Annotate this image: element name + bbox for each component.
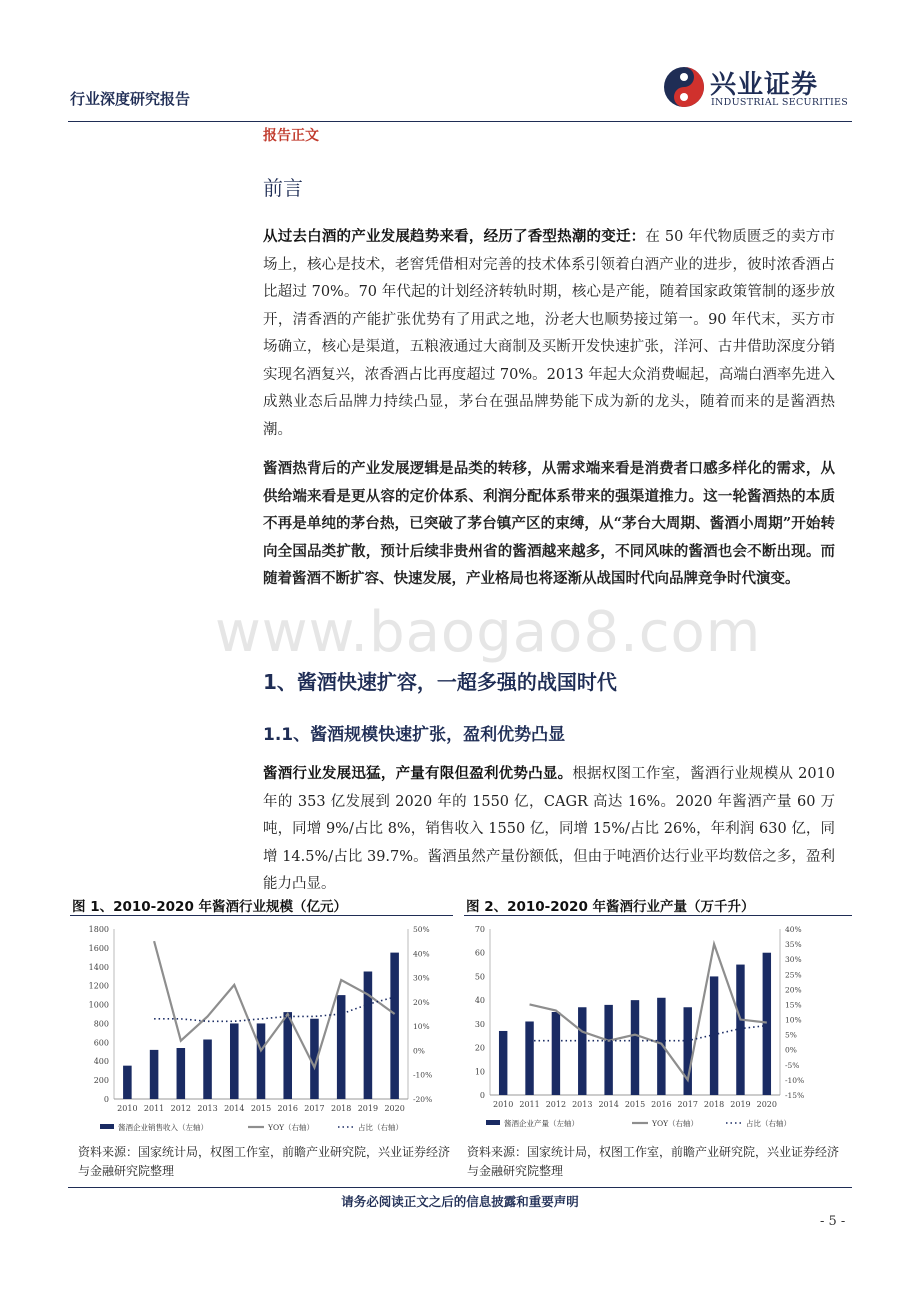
bar xyxy=(203,1040,212,1100)
section-1-1-title: 1.1、酱酒规模快速扩张，盈利优势凸显 xyxy=(263,725,566,745)
chart-2 xyxy=(464,917,852,1137)
left-tick-label: 40 xyxy=(474,996,485,1006)
right-tick-label: -10% xyxy=(413,1070,433,1080)
x-tick-label: 2016 xyxy=(277,1104,298,1113)
left-tick-label: 400 xyxy=(93,1057,109,1067)
figure-1-title: 图 1、2010-2020 年酱酒行业规模（亿元） xyxy=(72,899,348,915)
bar xyxy=(763,953,771,1095)
right-tick-label: 25% xyxy=(785,970,802,980)
bar xyxy=(257,1023,266,1099)
left-tick-label: 30 xyxy=(474,1019,485,1029)
section-1-title: 1、酱酒快速扩容，一超多强的战国时代 xyxy=(263,670,617,694)
logo-text-cn: 兴业证券 xyxy=(710,70,819,100)
bar xyxy=(499,1031,507,1095)
x-tick-label: 2020 xyxy=(384,1104,405,1113)
company-logo-icon xyxy=(661,64,707,110)
bar xyxy=(123,1066,132,1099)
x-tick-label: 2018 xyxy=(703,1100,725,1109)
left-tick-label: 70 xyxy=(474,925,485,934)
footer-divider xyxy=(68,1187,852,1188)
x-tick-label: 2016 xyxy=(651,1100,672,1109)
x-tick-label: 2011 xyxy=(519,1100,540,1109)
right-tick-label: 40% xyxy=(785,925,802,934)
figure-1-rule xyxy=(70,915,453,916)
bar xyxy=(736,965,744,1095)
preface-p1-body: 在 50 年代物质匮乏的卖方市场上，核心是技术，老窖凭借相对完善的技术体系引领着白酒产业的进步，彼时浓香酒占比超过 70%。70 年代起的计划经济转轨时期，核心是产能，随着国家政策管制的逐步放开，清香酒的产能扩张优势有了用武之地，汾老大也顺势接过第一。90 年代末，买方市场确立，核心是渠道，五粮液通过大商制及买断开发快速扩张，洋河、古井借助深度分销实现名酒复兴，浓香酒占比再度超过 70%。2013 年起大众消费崛起，高端白酒率先进入成熟业态后品牌力持续凸显，茅台在强品牌势能下成为新的龙头，随着而来的是酱酒热潮。 xyxy=(263,229,835,438)
watermark: www.baogao8.com xyxy=(215,600,762,665)
legend-bar-swatch xyxy=(100,1124,114,1129)
x-tick-label: 2019 xyxy=(730,1100,751,1109)
right-tick-label: 30% xyxy=(785,955,802,965)
bar xyxy=(710,976,718,1095)
bar xyxy=(177,1048,186,1099)
left-tick-label: 1200 xyxy=(88,981,109,991)
x-tick-label: 2012 xyxy=(170,1104,191,1113)
bar xyxy=(604,1005,612,1095)
footer-disclaimer: 请务必阅读正文之后的信息披露和重要声明 xyxy=(341,1194,579,1209)
yoy-line xyxy=(154,941,395,1067)
section-1-1-paragraph xyxy=(263,760,835,899)
share-dotted-line xyxy=(154,997,395,1021)
x-tick-label: 2010 xyxy=(117,1104,138,1113)
x-tick-label: 2020 xyxy=(756,1100,777,1109)
x-tick-label: 2010 xyxy=(493,1100,514,1109)
page-number: - 5 - xyxy=(820,1214,846,1229)
right-tick-label: 50% xyxy=(413,925,430,934)
right-tick-label: -20% xyxy=(413,1095,433,1104)
bar xyxy=(150,1050,159,1099)
right-tick-label: 0% xyxy=(785,1045,797,1055)
bar xyxy=(552,1012,560,1095)
x-tick-label: 2017 xyxy=(677,1100,698,1109)
right-tick-label: 20% xyxy=(413,997,430,1007)
right-tick-label: -10% xyxy=(785,1075,805,1085)
right-tick-label: -15% xyxy=(785,1091,805,1100)
x-tick-label: 2018 xyxy=(331,1104,352,1113)
legend-label: 酱酒企业销售收入（左轴） xyxy=(118,1123,208,1132)
legend-label: 占比（右轴） xyxy=(358,1123,403,1132)
yoy-line xyxy=(530,944,767,1080)
right-tick-label: 30% xyxy=(413,973,430,983)
right-tick-label: 40% xyxy=(413,949,430,959)
left-tick-label: 1000 xyxy=(88,1000,109,1010)
right-tick-label: 0% xyxy=(413,1046,425,1056)
preface-title: 前言 xyxy=(263,176,303,200)
x-tick-label: 2014 xyxy=(224,1104,245,1113)
preface-p1-lead: 从过去白酒的产业发展趋势来看，经历了香型热潮的变迁： xyxy=(263,228,646,245)
left-tick-label: 0 xyxy=(479,1091,485,1100)
right-tick-label: 5% xyxy=(785,1030,797,1040)
bar xyxy=(525,1021,533,1095)
left-tick-label: 600 xyxy=(93,1038,109,1048)
bar xyxy=(283,1012,292,1099)
x-tick-label: 2011 xyxy=(143,1104,165,1113)
x-tick-label: 2019 xyxy=(357,1104,379,1113)
right-tick-label: 35% xyxy=(785,940,802,950)
x-tick-label: 2015 xyxy=(624,1100,646,1109)
right-tick-label: 10% xyxy=(413,1022,430,1032)
x-tick-label: 2013 xyxy=(572,1100,593,1109)
left-tick-label: 1800 xyxy=(88,925,109,934)
legend-label: 酱酒企业产量（左轴） xyxy=(504,1119,579,1128)
left-tick-label: 1600 xyxy=(88,943,109,953)
bar xyxy=(230,1023,239,1099)
x-tick-label: 2017 xyxy=(304,1104,325,1113)
bar xyxy=(337,995,346,1099)
bar xyxy=(578,1007,586,1095)
left-tick-label: 800 xyxy=(93,1019,109,1029)
right-tick-label: -5% xyxy=(785,1060,800,1070)
header-divider xyxy=(68,121,852,122)
left-tick-label: 1400 xyxy=(88,962,109,972)
right-tick-label: 10% xyxy=(785,1015,802,1025)
figure-1-source: 资料来源：国家统计局，权图工作室，前瞻产业研究院，兴业证券经济与金融研究院整理 xyxy=(78,1145,451,1178)
x-tick-label: 2015 xyxy=(250,1104,272,1113)
left-tick-label: 10 xyxy=(474,1067,485,1077)
x-tick-label: 2014 xyxy=(598,1100,619,1109)
right-tick-label: 20% xyxy=(785,985,802,995)
legend-label: 占比（右轴） xyxy=(746,1119,791,1128)
preface-paragraph-1 xyxy=(263,223,835,444)
left-tick-label: 60 xyxy=(474,948,485,958)
figure-2-title: 图 2、2010-2020 年酱酒行业产量（万千升） xyxy=(466,899,755,915)
right-tick-label: 15% xyxy=(785,1000,802,1010)
bar xyxy=(631,1000,639,1095)
chart-1 xyxy=(70,917,453,1137)
x-tick-label: 2012 xyxy=(545,1100,567,1109)
legend-bar-swatch xyxy=(486,1120,500,1125)
bar xyxy=(364,972,373,1100)
figure-2-source: 资料来源：国家统计局，权图工作室，前瞻产业研究院，兴业证券经济与金融研究院整理 xyxy=(467,1145,840,1178)
report-type: 行业深度研究报告 xyxy=(70,90,191,108)
figure-2-rule xyxy=(464,915,852,916)
preface-paragraph-2: 酱酒热背后的产业发展逻辑是品类的转移，从需求端来看是消费者口感多样化的需求，从供给端来看是更从容的定价体系、利润分配体系带来的强渠道推力。这一轮酱酒热的本质不再是单纯的茅台热，已突破了茅台镇产区的束缚，从“茅台大周期、酱酒小周期”开始转向全国品类扩散，预计后续非贵州省的酱酒越来越多，不同风味的酱酒也会不断出现。而随着酱酒不断扩容、快速发展，产业格局也将逐渐从战国时代向品牌竞争时代演变。 xyxy=(263,460,835,587)
bar xyxy=(390,953,399,1099)
x-tick-label: 2013 xyxy=(197,1104,218,1113)
section-label: 报告正文 xyxy=(263,128,319,144)
left-tick-label: 200 xyxy=(93,1076,109,1086)
legend-label: YOY（右轴） xyxy=(652,1119,699,1128)
left-tick-label: 20 xyxy=(474,1043,485,1053)
legend-label: YOY（右轴） xyxy=(268,1123,315,1132)
section-1-1-body: 根据权图工作室，酱酒行业规模从 2010 年的 353 亿发展到 2020 年的 1550 亿，CAGR 高达 16%。2020 年酱酒产量 60 万吨，同增 9%/占比 8%，销售收入 1550 亿，同增 15%/占比 26%，年利润 630 亿，同增 14.5%/占比 39.7%。酱酒虽然产量份额低，但由于吨酒价达行业平均数倍之多，盈利能力凸显。 xyxy=(263,766,836,892)
logo-text-en: INDUSTRIAL SECURITIES xyxy=(711,97,849,108)
bar xyxy=(684,1007,692,1095)
left-tick-label: 50 xyxy=(474,972,485,982)
section-1-1-lead: 酱酒行业发展迅猛，产量有限但盈利优势凸显。 xyxy=(263,765,573,782)
left-tick-label: 0 xyxy=(103,1095,109,1104)
